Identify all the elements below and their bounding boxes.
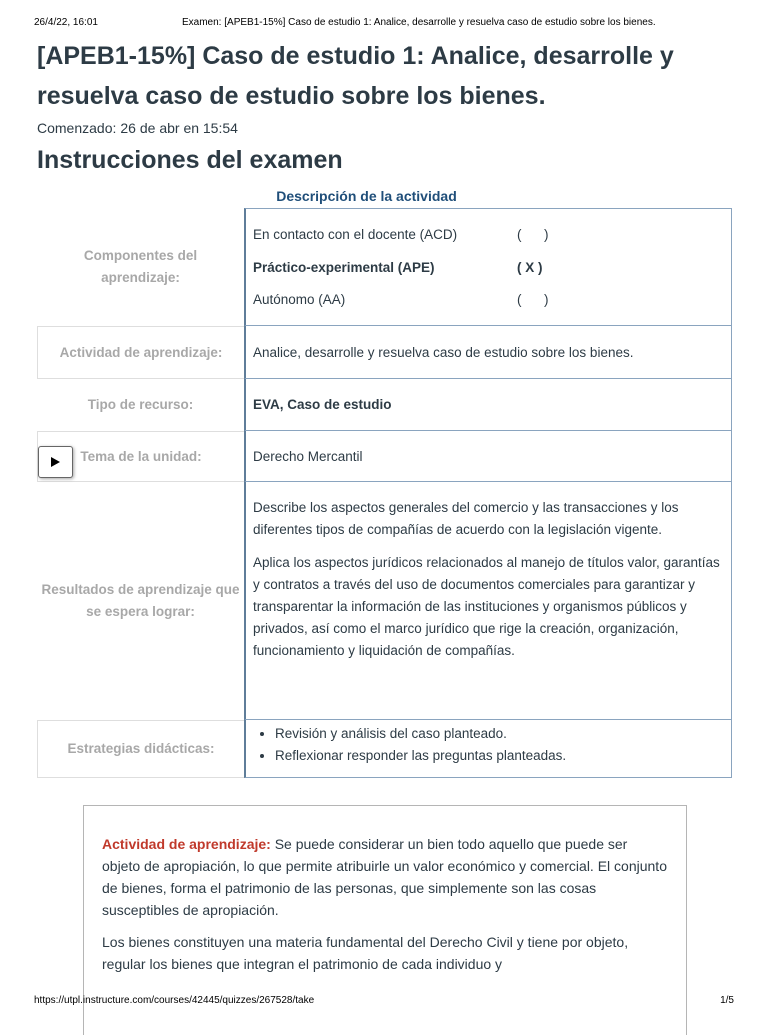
print-url[interactable]: https://utpl.instructure.com/courses/42445/quizzes/267528/take [34, 995, 315, 1006]
component-mark: ( ) [517, 227, 549, 242]
started-label: Comenzado: [37, 120, 117, 136]
started-value: 26 de abr en 15:54 [120, 120, 238, 136]
list-item: • Reflexionar responder las preguntas planteadas. [275, 745, 724, 767]
component-mark: ( ) [517, 292, 549, 307]
resource-value: EVA, Caso de estudio [253, 397, 392, 412]
component-name: En contacto con el docente (ACD) [253, 227, 458, 242]
print-footer [34, 995, 734, 1006]
resource-label: Tipo de recurso: [87, 397, 194, 412]
strategies-list [253, 723, 724, 767]
result-paragraph: Describe los aspectos generales del comercio y las transacciones y los diferentes tipos de compañías de acuerdo con la legislación vigente. [253, 500, 679, 537]
page-title: [APEB1-15%] Caso de estudio 1: Analice, desarrolle y resuelva caso de estudio sobre los bienes. [37, 42, 674, 110]
print-header [34, 17, 734, 28]
activity-box-paragraph [102, 833, 668, 921]
component-item [253, 290, 724, 310]
list-item: • Revisión y análisis del caso planteado. [275, 723, 724, 745]
result-paragraph: Aplica los aspectos jurídicos relacionados al manejo de títulos valor, garantías y contratos a través del uso de documentos comerciales para garantizar y transparentar la información de las instituciones y organismos públicos y privados, así como el marco jurídico que rige la creación, organización, funcionamiento y liquidación de compañías. [253, 555, 720, 658]
unit-topic-value-cell [244, 431, 732, 482]
play-icon [51, 457, 60, 467]
table-row-resource [37, 379, 732, 431]
activity-box-paragraph: Los bienes constituyen una materia fundamental del Derecho Civil y tiene por objeto, regular los bienes que integran el patrimonio de cada individuo y [102, 934, 629, 972]
unit-topic-value: Derecho Mercantil [253, 448, 363, 464]
strategies-label: Estrategias didácticas: [37, 720, 244, 778]
components-label: Componentes del aprendizaje: [83, 248, 198, 285]
component-mark: ( X ) [517, 260, 543, 275]
components-value [244, 208, 732, 326]
print-document-title: Examen: [APEB1-15%] Caso de estudio 1: Analice, desarrolle y resuelva caso de estudio sobre los bienes. [182, 17, 656, 28]
resource-value-cell [244, 379, 732, 431]
play-button[interactable] [38, 446, 73, 478]
activity-label: Actividad de aprendizaje: [37, 326, 244, 379]
table-caption: Descripción de la actividad [276, 188, 457, 204]
table-row-unit-topic [37, 431, 732, 482]
component-name: Práctico-experimental (APE) [253, 260, 435, 275]
activity-value: Analice, desarrolle y resuelva caso de estudio sobre los bienes. [253, 344, 634, 360]
results-value-cell [244, 482, 732, 720]
component-item [253, 258, 724, 278]
instructions-title: Instrucciones del examen [37, 146, 343, 174]
component-name: Autónomo (AA) [253, 292, 346, 307]
table-row-strategies [37, 720, 732, 778]
table-row-activity [37, 326, 732, 379]
component-item [253, 225, 724, 245]
table-row-results [37, 482, 732, 720]
table-row-components [37, 208, 732, 326]
unit-topic-label: Tema de la unidad: [37, 431, 244, 482]
started-info [37, 120, 238, 136]
print-date: 26/4/22, 16:01 [34, 17, 98, 28]
activity-box-lead-label: Actividad de aprendizaje: [102, 836, 271, 852]
results-label: Resultados de aprendizaje que se espera lograr: [41, 582, 240, 619]
strategies-value-cell [244, 720, 732, 778]
activity-box-lead-text: Se puede considerar un bien todo aquello que puede ser objeto de apropiación, lo que permite atribuirle un valor económico y comercial. El conjunto de bienes, forma el patrimonio de las personas, que simplemente son las cosas susceptibles de apropiación. [102, 836, 667, 918]
activity-value-cell [244, 326, 732, 379]
print-page-number: 1/5 [720, 995, 734, 1006]
